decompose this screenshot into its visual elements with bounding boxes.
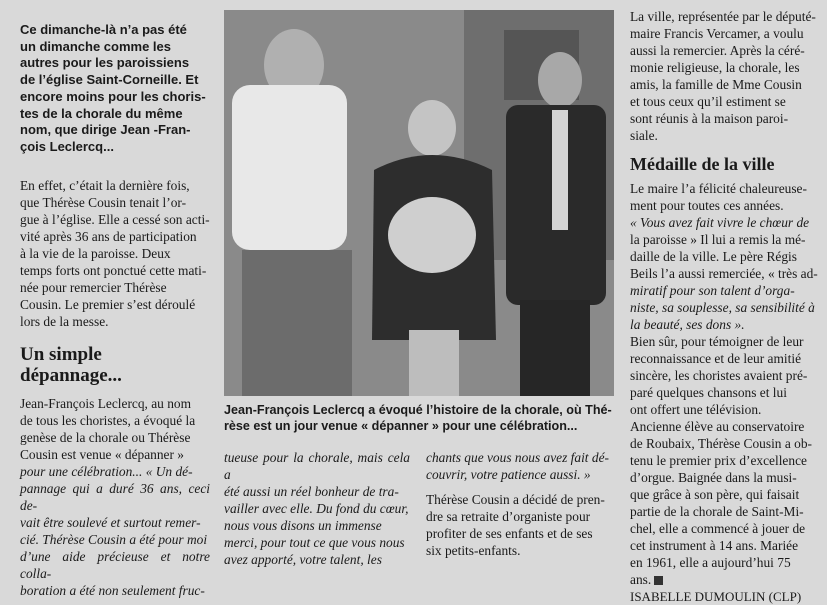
body-paragraph-retirement: Thérèse Cousin a décidé de pren- dre sa retraite d’organiste pour profiter de ses enfants et de ses six petits-enfants.: [426, 492, 605, 558]
column-1: [20, 22, 210, 599]
section-heading-medaille: Médaille de la ville: [630, 154, 775, 174]
body-paragraph-quote: tueuse pour la chorale, mais cela a été aussi un réel bonheur de tra- vailler avec elle. Du fond du cœur, nous vous disons un immense merci, pour tout ce que vous nous avez apporté, votre talent, les: [224, 450, 410, 567]
body-paragraph-quote-end: chants que vous nous avez fait dé- couvrir, votre patience aussi. »: [426, 450, 609, 482]
lead-paragraph: Ce dimanche-là n’a pas été un dimanche comme les autres pour les paroissiens de l’église Saint-Corneille. Et encore moins pour les choris- tes de la chorale du même nom, que dirige Jean -Fran- çois Leclercq...: [20, 22, 206, 154]
body-paragraph-intro: En effet, c’était la dernière fois, que Thérèse Cousin tenait l’or- gue à l’église. Elle a cessé son acti- vité après 36 ans de participation à la vie de la paroisse. Deux temps forts ont ponctué cette mati- née pour remercier Thérèse Cousin. Le premier s’est déroulé lors de la messe.: [20, 177, 210, 329]
body-paragraph-biography: Ancienne élève au conservatoire de Roubaix, Thérèse Cousin a ob- tenu le premier prix d’excellence d’orgue. Baignée dans la musi- que grâce à son père, qui faisait partie de la chorale de Saint-Mi- chel, elle a commencé à jouer de cet instrument à 14 ans. Mariée en 1961, elle a aujourd’hui 75 ans.: [630, 419, 812, 587]
body-paragraph-medaille: Le maire l’a félicité chaleureuse- ment pour toutes ces années. « Vous avez fait vivre le chœur de la paroisse » Il lui a remis la mé- daille de la ville. Le père Régis Beils l’a aussi remerciée, « très ad- miratif pour son talent d’orga- niste, sa souplesse, sa sensibilité à la beauté, ses dons ».: [630, 181, 818, 332]
photo-caption: Jean-François Leclercq a évoqué l’histoire de la chorale, où Thé- rèse est un jour venue « dépanner » pour une célébration...: [224, 403, 612, 434]
column-4: [630, 8, 818, 605]
author-signature: ISABELLE DUMOULIN (CLP): [630, 589, 802, 604]
column-2: [224, 449, 410, 568]
news-photo: [224, 10, 614, 396]
body-paragraph-city: La ville, représentée par le député- maire Francis Vercamer, a voulu aussi la remercier. Après la céré- monie religieuse, la chorale, les amis, la famille de Mme Cousin et tous ceux qu’il estiment se sont réunis à la maison paroi- siale.: [630, 9, 816, 143]
body-paragraph-gifts: Bien sûr, pour témoigner de leur reconnaissance et de leur amitié sincère, les choristes avaient pré- paré quelques chansons et lui ont offert une télévision.: [630, 334, 808, 417]
section-heading-depannage: Un simple dépannage...: [20, 343, 122, 386]
column-3: [426, 449, 614, 559]
end-mark-icon: [654, 576, 663, 585]
body-paragraph-depannage: Jean-François Leclercq, au nom de tous les choristes, a évoqué la genèse de la chorale ou Thérèse Cousin est venue « dépanner » pour une célébration... « Un dé- pannage qui a duré 36 ans, ceci de- vait être soulevé et surtout remer- cié. Thérèse Cousin a été pour moi d’une aide précieuse et notre colla- boration a été non seulement fruc-: [20, 395, 210, 598]
photo-illustration: [224, 10, 614, 396]
